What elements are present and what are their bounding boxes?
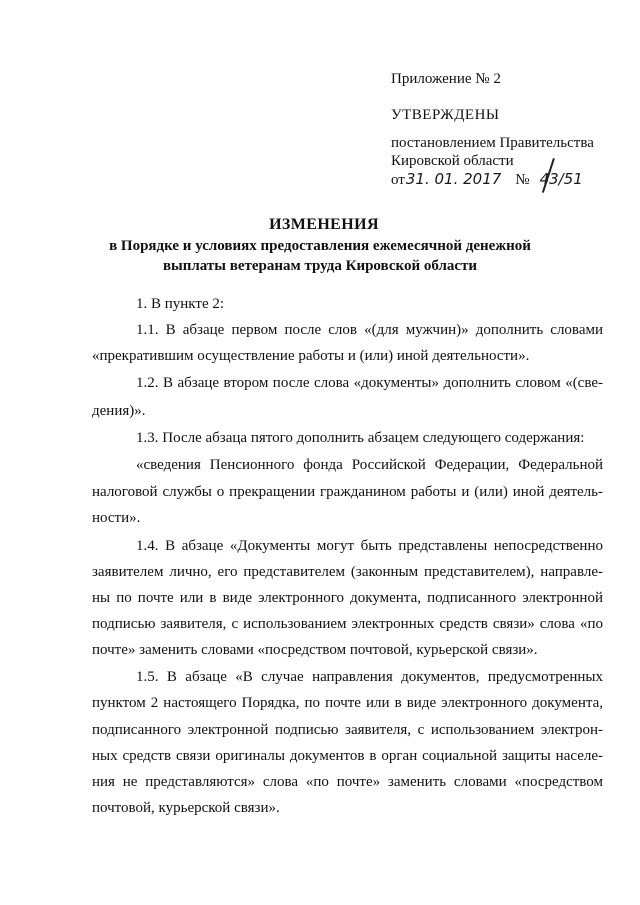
paragraph-1-5-line-3 — [92, 717, 603, 737]
decree-line-1: постановлением Правительства — [391, 135, 594, 151]
approved-label: УТВЕРЖДЕНЫ — [391, 107, 500, 123]
paragraph-1-2-line-1 — [136, 370, 603, 390]
paragraph-1-5-line-1 — [136, 664, 603, 684]
quoted-line-2-text: налоговой службы о прекращении гражданином работы и (или) иной деятель- — [92, 484, 603, 499]
handwritten-number: 43/51 — [539, 170, 583, 188]
paragraph-1-1-line-1 — [136, 317, 603, 337]
paragraph-1-5-line-5-text: ния не представляются» слова «по почте» заменить словами «посредством — [92, 774, 603, 789]
paragraph-1-5-line-2-text: пунктом 2 настоящего Порядка, по почте или в виде электронного документа, — [92, 695, 603, 710]
decree-date-row — [391, 170, 583, 189]
paragraph-1-5-line-4-text: ных средств связи оригиналы документов в орган социальной защиты населе- — [92, 748, 603, 763]
paragraph-1-4-line-1-text: 1.4. В абзаце «Документы могут быть представлены непосредственно — [136, 538, 603, 553]
paragraph-1-5-line-5 — [92, 769, 603, 789]
paragraph-1: 1. В пункте 2: — [136, 296, 225, 312]
handwritten-date: 31. 01. 2017 — [405, 170, 502, 188]
date-prefix: от — [391, 172, 405, 188]
document-subtitle-line-2: выплаты ветеранам труда Кировской области — [162, 258, 478, 274]
paragraph-1-4-line-2-text: заявителем лично, его представителем (законным представителем), направле- — [92, 564, 603, 579]
paragraph-1-4-line-4-text: подписью заявителя, с использованием электронных средств связи» слова «по — [92, 616, 603, 631]
paragraph-1-5-line-3-text: подписанного электронной подписью заявителя, с использованием электрон- — [92, 722, 603, 737]
paragraph-1-4-line-2 — [92, 559, 603, 579]
quoted-line-1-text: «сведения Пенсионного фонда Российской Федерации, Федеральной — [136, 457, 603, 472]
quoted-line-2 — [92, 479, 603, 499]
quoted-line-3: ности». — [92, 510, 141, 526]
paragraph-1-5-line-2 — [92, 690, 603, 710]
paragraph-1-1-line-1-text: 1.1. В абзаце первом после слов «(для мужчин)» дополнить словами — [136, 322, 603, 337]
number-sign: № — [515, 172, 530, 188]
paragraph-1-5-line-1-text: 1.5. В абзаце «В случае направления документов, предусмотренных — [136, 669, 603, 684]
paragraph-1-2-line-2: дения)». — [92, 403, 146, 419]
paragraph-1-4-line-3-text: ны по почте или в виде электронного документа, подписанного электронной — [92, 590, 603, 605]
document-title: ИЗМЕНЕНИЯ — [269, 216, 379, 233]
document-subtitle-line-1: в Порядке и условиях предоставления ежемесячной денежной — [109, 238, 531, 254]
quoted-line-1 — [136, 452, 603, 472]
paragraph-1-4-line-3 — [92, 585, 603, 605]
paragraph-1-2-line-1-text: 1.2. В абзаце втором после слова «документы» дополнить словом «(све- — [136, 375, 603, 390]
paragraph-1-4-line-4 — [92, 611, 603, 631]
paragraph-1-3: 1.3. После абзаца пятого дополнить абзацем следующего содержания: — [136, 430, 585, 446]
paragraph-1-4-line-5: почте» заменить словами «посредством почтовой, курьерской связи». — [92, 642, 538, 658]
appendix-label: Приложение № 2 — [391, 71, 501, 87]
paragraph-1-4-line-1 — [136, 533, 603, 553]
paragraph-1-5-line-6: почтовой, курьерской связи». — [92, 800, 280, 816]
decree-line-2: Кировской области — [391, 153, 514, 169]
paragraph-1-1-line-2: «прекратившим осуществление работы и (или) иной деятельности». — [92, 348, 530, 364]
paragraph-1-5-line-4 — [92, 743, 603, 763]
